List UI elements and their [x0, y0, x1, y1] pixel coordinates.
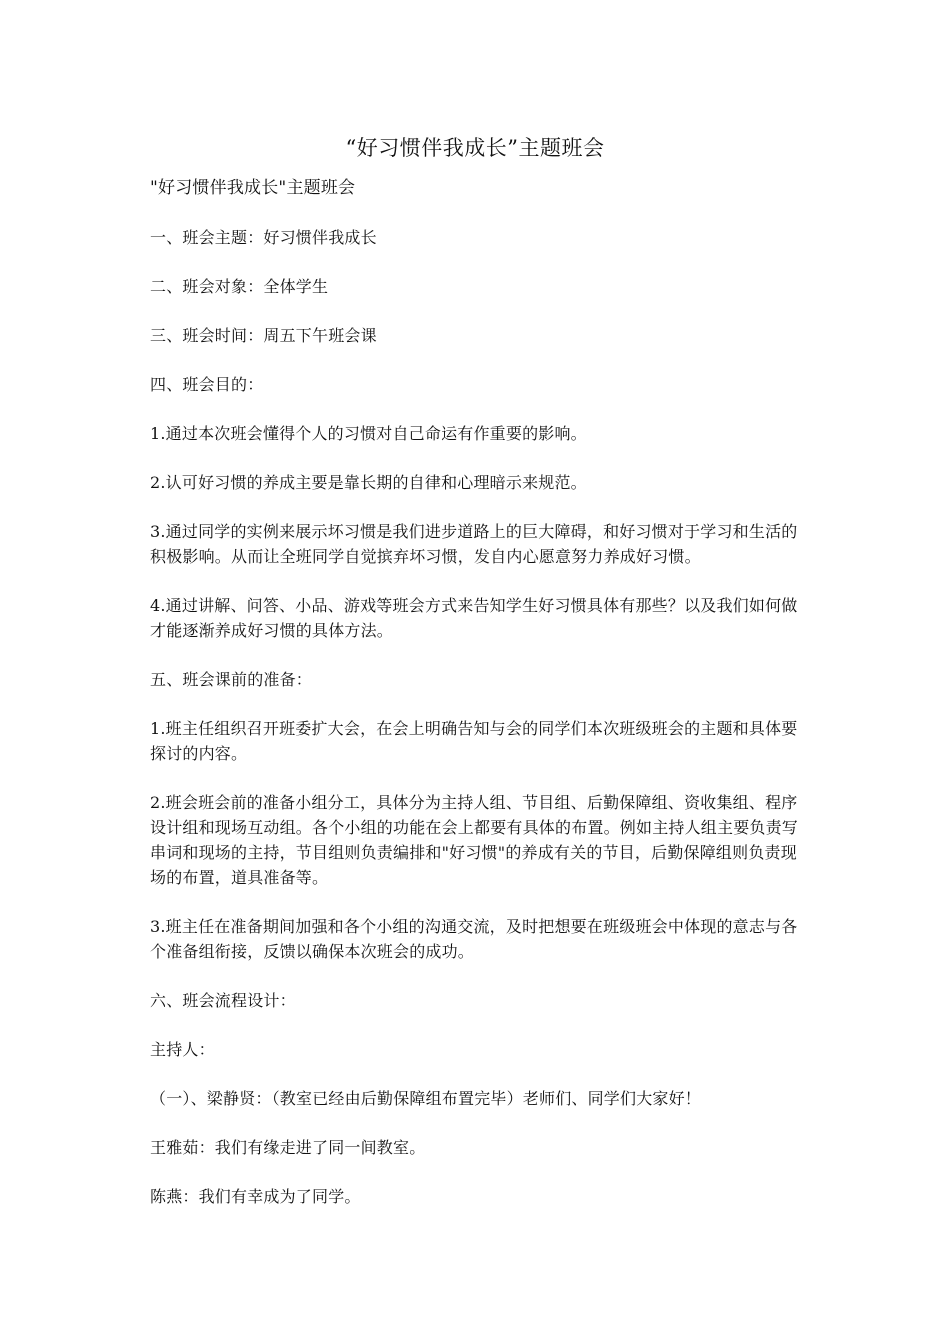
- document-title: “好习惯伴我成长”主题班会: [345, 136, 605, 160]
- purpose-item-4: 4.通过讲解、问答、小品、游戏等班会方式来告知学生好习惯具体有那些？以及我们如何做才能逐渐养成好习惯的具体方法。: [150, 596, 798, 640]
- document-body: [150, 175, 805, 1233]
- section-preparation-heading: 五、班会课前的准备：: [150, 670, 313, 689]
- section-time: 三、班会时间：周五下午班会课: [150, 326, 377, 345]
- dialogue-line-3: 陈燕：我们有幸成为了同学。: [150, 1187, 361, 1206]
- purpose-item-3: 3.通过同学的实例来展示坏习惯是我们进步道路上的巨大障碍，和好习惯对于学习和生活的积极影响。从而让全班同学自觉摈弃坏习惯，发自内心愿意努力养成好习惯。: [150, 522, 798, 566]
- subtitle-paragraph: "好习惯伴我成长"主题班会: [150, 178, 356, 198]
- section-purpose-heading: 四、班会目的：: [150, 375, 264, 394]
- section-theme: 一、班会主题：好习惯伴我成长: [150, 228, 377, 247]
- purpose-item-2: 2.认可好习惯的养成主要是靠长期的自律和心理暗示来规范。: [150, 473, 587, 492]
- section-audience: 二、班会对象：全体学生: [150, 277, 329, 296]
- purpose-item-1: 1.通过本次班会懂得个人的习惯对自己命运有作重要的影响。: [150, 424, 587, 443]
- preparation-item-1: 1.班主任组织召开班委扩大会，在会上明确告知与会的同学们本次班级班会的主题和具体要探讨的内容。: [150, 719, 798, 763]
- preparation-item-3: 3.班主任在准备期间加强和各个小组的沟通交流，及时把想要在班级班会中体现的意志与各个准备组衔接，反馈以确保本次班会的成功。: [150, 917, 798, 961]
- dialogue-line-1: （一）、梁静贤：（教室已经由后勤保障组布置完毕）老师们、同学们大家好！: [150, 1089, 702, 1108]
- section-flow-heading: 六、班会流程设计：: [150, 991, 296, 1010]
- preparation-item-2: 2.班会班会前的准备小组分工，具体分为主持人组、节目组、后勤保障组、资收集组、程序设计组和现场互动组。各个小组的功能在会上都要有具体的布置。例如主持人组主要负责写串词和现场的主持，节目组则负责编排和"好习惯"的养成有关的节目，后勤保障组则负责现场的布置，道具准备等。: [150, 793, 799, 887]
- host-label: 主持人：: [150, 1040, 215, 1059]
- dialogue-line-2: 王雅茹：我们有缘走进了同一间教室。: [150, 1138, 426, 1157]
